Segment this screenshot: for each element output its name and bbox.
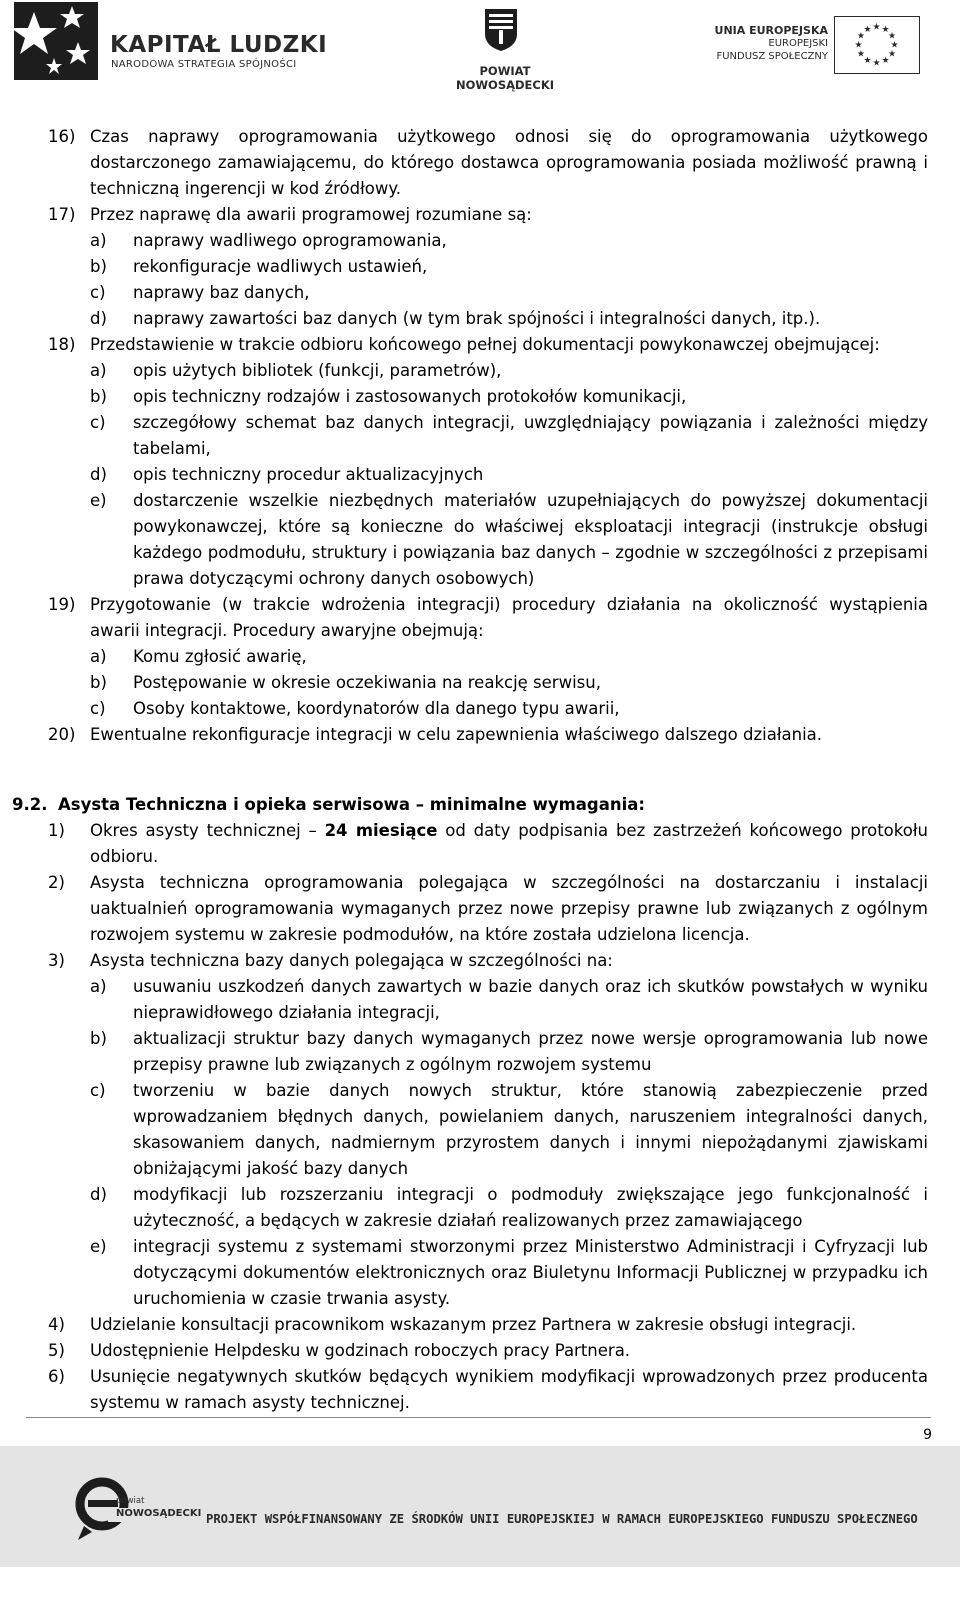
eu-star-icon: ★ — [863, 23, 872, 34]
sub-item-letter: c) — [90, 699, 106, 718]
sub-item-text: aktualizacji struktur bazy danych wymaganych przez nowe wersje oprogramowania lub nowe przepisy prawne lub związanych z ogólnym rozwojem systemu — [133, 1029, 928, 1074]
sub-item — [90, 1234, 928, 1312]
sub-item-letter: d) — [90, 309, 107, 328]
list-item — [48, 948, 928, 974]
sub-item — [90, 384, 928, 410]
sub-item-text: modyfikacji lub rozszerzaniu integracji o podmoduły zwiększające jego funkcjonalność i użyteczność, a będących w zakresie działań realizowanych przez zamawiającego — [133, 1185, 928, 1230]
item-number: 6) — [48, 1367, 65, 1386]
powiat-footer-logo — [74, 1474, 202, 1554]
item-text: Przygotowanie (w trakcie wdrożenia integracji) procedury działania na okoliczność wystąpienia awarii integracji. Procedury awaryjne obejmują: — [90, 595, 928, 640]
list-item — [48, 592, 928, 644]
item-text: Przedstawienie w trakcie odbioru końcowego pełnej dokumentacji powykonawczej obejmującej: — [90, 335, 880, 354]
sub-item — [90, 696, 928, 722]
support-requirements-list — [48, 870, 928, 1416]
eu-star-icon: ★ — [881, 23, 890, 34]
sub-item-text: opis techniczny rodzajów i zastosowanych protokołów komunikacji, — [133, 387, 687, 406]
sub-item-text: dostarczenie wszelkie niezbędnych materiałów uzupełniających do powyższej dokumentacji powykonawczej, które są konieczne do właściwej eksploatacji integracji (instrukcje obsługi każdego podmodułu, struktury i powiązania baz danych – zgodnie w szczególności z przepisami prawa dotyczącymi ochrony danych osobowych) — [133, 491, 928, 588]
list-item — [48, 332, 928, 358]
item-text — [90, 818, 928, 870]
sub-item-text: integracji systemu z systemami stworzonymi przez Ministerstwo Administracji i Cyfryzacji lub dotyczącymi dokumentów elektronicznych oraz Biuletynu Informacji Publicznej w przypadku ich uruchomienia w czasie trwania asysty. — [133, 1237, 928, 1308]
sub-item-letter: b) — [90, 673, 107, 692]
list-item — [48, 722, 928, 748]
item-number: 4) — [48, 1315, 65, 1334]
section-gap — [48, 748, 928, 792]
sub-item-letter: d) — [90, 465, 107, 484]
list-item — [48, 1364, 928, 1416]
sub-item — [90, 488, 928, 592]
eu-star-icon: ★ — [881, 55, 890, 66]
eu-stars-icon — [835, 17, 918, 72]
sub-item-letter: c) — [90, 413, 106, 432]
sub-item — [90, 1026, 928, 1078]
powiat-crest-icon — [484, 8, 518, 52]
list-item — [48, 202, 928, 228]
page-header — [0, 0, 960, 90]
sub-item-letter: b) — [90, 1029, 107, 1048]
sub-item-text: opis techniczny procedur aktualizacyjnych — [133, 465, 484, 484]
sub-item-text: naprawy wadliwego oprogramowania, — [133, 231, 447, 250]
sub-item-letter: a) — [90, 977, 107, 996]
kapital-ludzki-title: KAPITAŁ LUDZKI — [110, 32, 328, 58]
sub-item-letter: a) — [90, 361, 107, 380]
eu-star-icon: ★ — [888, 48, 897, 59]
item-text: Usunięcie negatywnych skutków będących wynikiem modyfikacji wprowadzonych przez producenta systemu w ramach asysty technicznej. — [90, 1367, 928, 1412]
eu-star-icon: ★ — [856, 30, 865, 41]
eu-flag-icon — [834, 16, 920, 74]
eu-star-icon: ★ — [856, 48, 865, 59]
item-number: 1) — [48, 821, 65, 840]
item-number: 16) — [48, 127, 76, 146]
list-item — [48, 1338, 928, 1364]
section-title: Asysta Techniczna i opieka serwisowa – minimalne wymagania: — [58, 795, 646, 814]
sub-item-letter: c) — [90, 283, 106, 302]
sub-item-text: opis użytych bibliotek (funkcji, parametrów), — [133, 361, 502, 380]
sub-item-letter: e) — [90, 491, 107, 510]
item-text: Asysta techniczna bazy danych polegająca w szczególności na: — [90, 951, 613, 970]
item-text-pre: Okres asysty technicznej – — [90, 821, 317, 840]
item-number: 17) — [48, 205, 76, 224]
section-heading — [12, 792, 928, 818]
sub-item-letter: d) — [90, 1185, 107, 1204]
sub-item — [90, 644, 928, 670]
sub-item — [90, 1182, 928, 1234]
eu-line-3: FUNDUSZ SPOŁECZNY — [716, 51, 828, 62]
powiat-nowosadecki-logo — [430, 8, 580, 92]
eu-star-icon: ★ — [888, 30, 897, 41]
kapital-ludzki-emblem-icon — [14, 2, 98, 80]
sub-item — [90, 974, 928, 1026]
footer-band — [0, 1446, 960, 1567]
powiat-label: POWIAT NOWOSĄDECKI — [455, 64, 555, 92]
sub-item-text: rekonfiguracje wadliwych ustawień, — [133, 257, 428, 276]
eu-star-icon: ★ — [872, 57, 881, 68]
sub-item — [90, 462, 928, 488]
item-text: Udzielanie konsultacji pracownikom wskazanym przez Partnera w zakresie obsługi integracji. — [90, 1315, 857, 1334]
sub-item-text: szczegółowy schemat baz danych integracji, uwzględniający powiązania i zależności między tabelami, — [133, 413, 928, 458]
item-number: 19) — [48, 595, 76, 614]
sub-item — [90, 358, 928, 384]
item-number: 2) — [48, 873, 65, 892]
sub-item-text: Osoby kontaktowe, koordynatorów dla danego typu awarii, — [133, 699, 620, 718]
sub-item — [90, 670, 928, 696]
footer-divider — [26, 1417, 931, 1418]
sub-item-text: usuwaniu uszkodzeń danych zawartych w bazie danych oraz ich skutków powstałych w wyniku nieprawidłowego działania integracji, — [133, 977, 928, 1022]
item-number: 3) — [48, 951, 65, 970]
sub-item-text: naprawy baz danych, — [133, 283, 310, 302]
item-text: Udostępnienie Helpdesku w godzinach roboczych pracy Partnera. — [90, 1341, 631, 1360]
sub-item-text: Postępowanie w okresie oczekiwania na reakcję serwisu, — [133, 673, 601, 692]
requirements-list-continued — [48, 124, 928, 748]
list-item — [48, 1312, 928, 1338]
eu-logo — [708, 10, 956, 76]
list-item — [48, 870, 928, 948]
list-item — [48, 818, 928, 870]
sub-item-letter: b) — [90, 257, 107, 276]
footer-logo-name: NOWOSĄDECKI — [116, 1508, 202, 1519]
document-body — [12, 124, 928, 1416]
item-text: Przez naprawę dla awarii programowej rozumiane są: — [90, 205, 532, 224]
kapital-ludzki-subtitle: NARODOWA STRATEGIA SPÓJNOŚCI — [111, 59, 297, 70]
sub-item — [90, 254, 928, 280]
sub-item-letter: a) — [90, 647, 107, 666]
section-number: 9.2. — [12, 795, 48, 814]
kapital-ludzki-logo — [14, 2, 344, 80]
item-text-post: od daty podpisania bez zastrzeżeń końcowego protokołu odbioru. — [90, 821, 928, 866]
sub-item — [90, 306, 928, 332]
eu-line-1: UNIA EUROPEJSKA — [714, 24, 828, 37]
sub-item-letter: a) — [90, 231, 107, 250]
list-item — [48, 124, 928, 202]
item-text: Czas naprawy oprogramowania użytkowego odnosi się do oprogramowania użytkowego dostarczonego zamawiającemu, do którego dostawca oprogramowania posiada możliwość prawną i techniczną ingerencji w kod źródłowy. — [90, 127, 928, 198]
sub-item-letter: b) — [90, 387, 107, 406]
sub-item-text: tworzeniu w bazie danych nowych struktur, które stanowią zabezpieczenie przed wprowadzaniem błędnych danych, powielaniem danych, naruszeniem integralności danych, skasowaniem danych, nadmiernym przyrostem danych i innymi niepożądanymi zjawiskami obniżającymi jakość bazy danych — [133, 1081, 928, 1178]
footer-cofinancing-text: PROJEKT WSPÓŁFINANSOWANY ZE ŚRODKÓW UNII EUROPEJSKIEJ W RAMACH EUROPEJSKIEGO FUNDUSZU SPOŁECZNEGO — [206, 1512, 918, 1526]
sub-item — [90, 410, 928, 462]
sub-item-letter: c) — [90, 1081, 106, 1100]
eu-star-icon: ★ — [863, 55, 872, 66]
item-text: Asysta techniczna oprogramowania polegająca w szczególności na dostarczaniu i instalacji uaktualnień oprogramowania wymaganych przez nowe przepisy prawne lub związanych z ogólnym rozwojem systemu w zakresie podmodułów, na które została udzielona licencja. — [90, 873, 928, 944]
sub-item-letter: e) — [90, 1237, 107, 1256]
eu-star-icon: ★ — [890, 39, 899, 50]
eu-star-icon: ★ — [872, 21, 881, 32]
sub-item — [90, 228, 928, 254]
sub-item — [90, 280, 928, 306]
eu-star-icon: ★ — [854, 39, 863, 50]
sub-item-text: Komu zgłosić awarię, — [133, 647, 307, 666]
page-number: 9 — [923, 1427, 932, 1443]
item-number: 5) — [48, 1341, 65, 1360]
sub-item — [90, 1078, 928, 1182]
eu-line-2: EUROPEJSKI — [768, 38, 828, 49]
footer-logo-small: powiat — [116, 1496, 145, 1506]
item-number: 18) — [48, 335, 76, 354]
eu-text — [715, 24, 828, 63]
item-text: Ewentualne rekonfiguracje integracji w celu zapewnienia właściwego dalszego działania. — [90, 725, 823, 744]
item-number: 20) — [48, 725, 76, 744]
item-text-bold: 24 miesiące — [324, 821, 438, 840]
sub-item-text: naprawy zawartości baz danych (w tym brak spójności i integralności danych, itp.). — [133, 309, 821, 328]
